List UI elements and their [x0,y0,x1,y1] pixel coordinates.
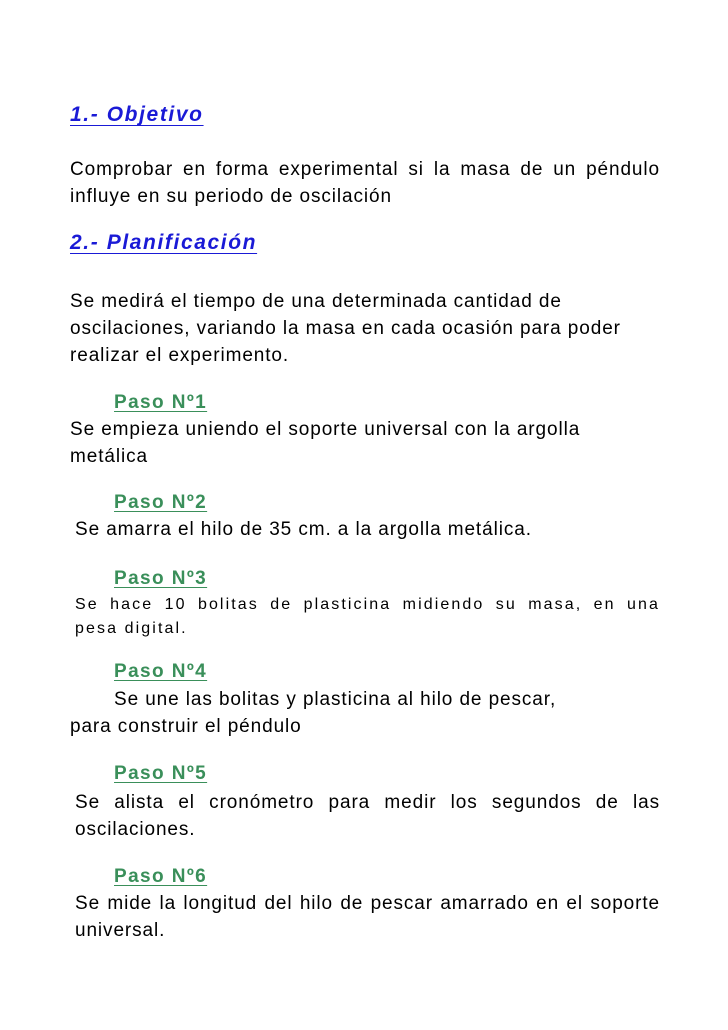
step-label-6: Paso Nº6 [114,866,208,887]
step-text-4-line2: para construir el péndulo [70,716,302,737]
step-text-4-line1: Se une las bolitas y plasticina al hilo de pescar, [114,689,557,710]
step-text-3: Se hace 10 bolitas de plasticina midiendo su masa, en una pesa digital. [75,596,660,637]
heading-objetivo: 1.- Objetivo [70,103,204,126]
step-label-5: Paso Nº5 [114,763,208,784]
step-text-1: Se empieza uniendo el soporte universal con la argolla metálica [70,419,581,467]
heading-planificacion: 2.- Planificación [70,231,258,254]
objetivo-text: Comprobar en forma experimental si la masa de un péndulo influye en su periodo de oscilación [70,159,660,207]
step-text-2: Se amarra el hilo de 35 cm. a la argolla metálica. [75,519,532,540]
step-label-2: Paso Nº2 [114,492,208,513]
step-label-3: Paso Nº3 [114,568,208,589]
step-text-6: Se mide la longitud del hilo de pescar amarrado en el soporte universal. [75,893,660,941]
step-text-5: Se alista el cronómetro para medir los segundos de las oscilaciones. [75,792,660,840]
planificacion-text: Se medirá el tiempo de una determinada cantidad de oscilaciones, variando la masa en cada ocasión para poder realizar el experimento. [70,291,621,366]
step-label-4: Paso Nº4 [114,661,208,682]
step-label-1: Paso Nº1 [114,392,208,413]
